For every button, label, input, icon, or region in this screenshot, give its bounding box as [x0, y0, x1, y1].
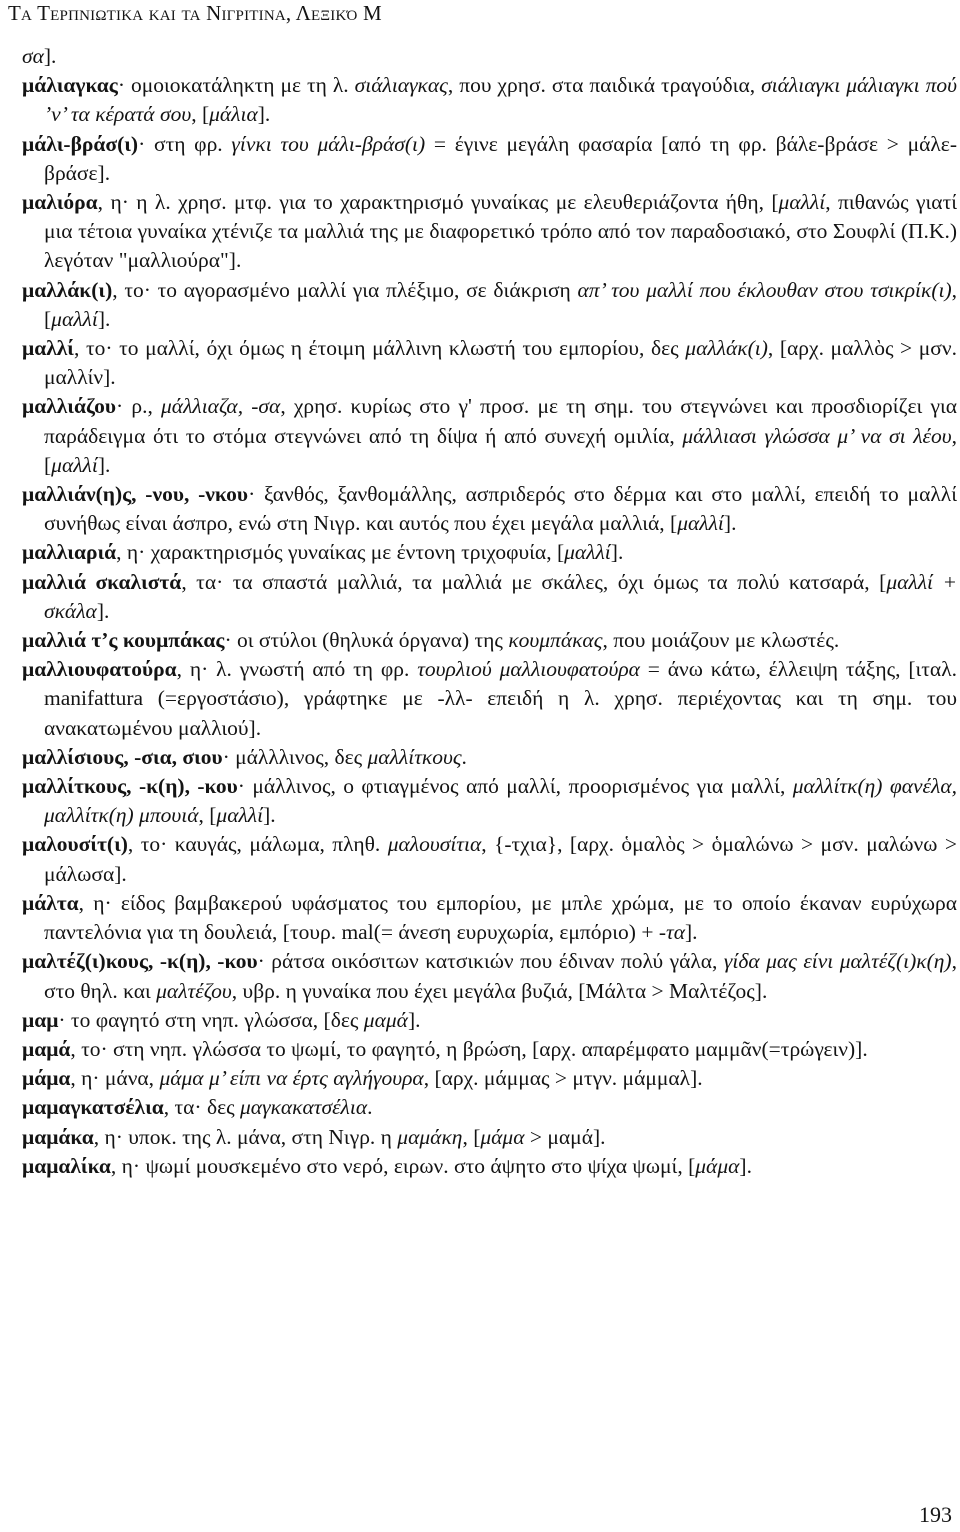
- entry-text: , που χρησ. στα παιδικά τραγούδια,: [447, 73, 762, 98]
- dictionary-entry: [22, 334, 957, 392]
- entry-text: , το· το μαλλί, όχι όμως η έτοιμη μάλλινη κλωστή του εμπορίου, δες: [73, 336, 686, 361]
- italic-text: μαλλί: [564, 540, 611, 565]
- entry-text: ].: [407, 1007, 421, 1032]
- italic-text: μαλλί: [216, 803, 264, 828]
- headword: μαμά: [22, 1036, 71, 1061]
- italic-text: σιάλιαγκας: [354, 73, 448, 98]
- entries-column: [22, 42, 957, 1181]
- entry-text: , [: [462, 1124, 481, 1149]
- entry-text: , στο θηλ. και: [44, 949, 957, 1003]
- headword: μαλλί: [22, 336, 74, 361]
- headword: μαλτέζ(ι)κους, -κ(η), -κου: [22, 949, 258, 974]
- italic-text: μαλλί + σκάλα: [44, 569, 957, 623]
- entry-text: · ράτσα οικόσιτων κατσικιών που έδιναν πολύ γάλα,: [257, 949, 724, 974]
- dictionary-entry: [22, 889, 957, 947]
- entry-text: ].: [263, 803, 276, 828]
- dictionary-entry: [22, 1123, 957, 1152]
- entry-text: · ομοιοκατάληκτη με τη λ.: [117, 73, 355, 98]
- dictionary-entry: [22, 130, 957, 188]
- italic-text: μαλλάκ(ι): [685, 336, 768, 361]
- entry-text: · ξανθός, ξανθομάλλης, ασπριδερός στο δέρμα και στο μαλλί, επειδή το μαλλί συνήθως είναι άσπρο, ενώ στη Νιγρ. και αυτός που έχει μεγάλα μαλλιά, [: [44, 482, 957, 536]
- entry-text: · μάλλλινος, δες: [222, 744, 368, 769]
- dictionary-entry: [22, 1035, 957, 1064]
- italic-text: σιάλιαγκι μάλιαγκι πού ’ν’ τα κέρατά σου: [44, 73, 957, 127]
- dictionary-entry: [22, 1093, 957, 1122]
- dictionary-entry: [22, 71, 957, 129]
- italic-text: κουμπάκας: [508, 628, 603, 653]
- entry-text: , {-τχια}, [αρχ. ὁμαλὸς > ὁμαλώνω > μσν. μαλώνω > μάλωσα].: [44, 832, 957, 886]
- italic-text: μάμα μ’ είπι να έρτς αγλήγουρα: [159, 1066, 424, 1091]
- entry-text: , [: [191, 102, 210, 127]
- headword: μαλλίσιους, -σια, σιου: [22, 744, 223, 769]
- headword: μαμαλίκα: [22, 1153, 111, 1178]
- headword: μάλι-βράσ(ι): [22, 131, 139, 156]
- italic-text: μαλουσίτια: [387, 832, 482, 857]
- entry-text: · το φαγητό στη νηπ. γλώσσα, [δες: [58, 1007, 364, 1032]
- italic-text: σα: [22, 44, 44, 68]
- entry-text: ].: [96, 598, 110, 623]
- entry-text: ].: [43, 44, 57, 68]
- entry-text: , χρησ. κυρίως στο γ' προσ. με τη σημ. του στεγνώνει και προσδιορίζει για παράδειγμα ότι το στόμα στεγνώνει από τη δίψα ή από συνεχή ομιλία,: [44, 394, 957, 448]
- entry-text: , το· το αγορασμένο μαλλί για πλέξιμο, σε διάκριση: [112, 277, 578, 302]
- dictionary-entry: [22, 392, 957, 480]
- entry-text: , [αρχ. μαλλὸς > μσν. μαλλίν].: [44, 336, 957, 390]
- entry-text: , πιθανώς γιατί μια τέτοια γυναίκα χτένιζε τα μαλλιά της με διαφορετικό τρόπο από τον παραδοσιακό, στο Σουφλί (Π.Κ.) λεγόταν "μαλλιούρα"].: [44, 190, 957, 273]
- italic-text: μαλλίτκους: [367, 744, 462, 769]
- entry-text: ].: [684, 920, 698, 945]
- entry-text: ].: [723, 511, 737, 536]
- entry-text: , η· λ. γνωστή από τη φρ.: [176, 657, 418, 682]
- entry-text: , [: [198, 803, 217, 828]
- italic-text: μαλλίτκ(η) φανέλα, μαλλίτκ(η) μπουιά: [44, 774, 957, 828]
- entry-text: , η· ψωμί μουσκεμένο στο νερό, ειρων. στο άψητο στο ψίχα ψωμί, [: [110, 1153, 696, 1178]
- entry-text: , η· είδος βαμβακερού υφάσματος του εμπορίου, με μπλε χρώμα, με το οποίο έκαναν ευρύχωρα παντελόνια για τη δουλειά, [τουρ. mal(= άνεση ευρυχωρία, εμπόριο) + -: [44, 890, 957, 945]
- dictionary-entry: [22, 947, 957, 1005]
- italic-text: μαγκακατσέλια: [240, 1095, 368, 1120]
- entry-text: > μαμά].: [524, 1124, 606, 1149]
- dictionary-entry: [22, 568, 957, 626]
- italic-text: μάλλιαζα, -σα: [161, 394, 281, 419]
- headword: μαλλιά τ’ς κουμπάκας: [22, 628, 225, 653]
- dictionary-entry: [22, 188, 957, 276]
- entry-text: , που μοιάζουν με κλωστές.: [602, 628, 840, 653]
- entry-text: , [αρχ. μάμμας > μτγν. μάμμαλ].: [423, 1066, 703, 1091]
- running-title: Τα Τερπνιωτικα και τα Νιγριτινα, Λεξικό Μ: [8, 1, 382, 25]
- entry-text: , το· στη νηπ. γλώσσα το ψωμί, το φαγητό, η βρώση, [αρχ. απαρέμφατο μαμμᾶν(=τρώγειν)].: [70, 1036, 868, 1061]
- entry-text: .: [461, 744, 467, 769]
- entry-text: · οι στύλοι (θηλυκά όργανα) της: [224, 628, 509, 653]
- headword: μαλουσίτ(ι): [22, 832, 128, 857]
- italic-text: μαλλί: [778, 190, 826, 215]
- dictionary-entry: [22, 830, 957, 888]
- entry-text: ].: [739, 1153, 752, 1178]
- entry-text: , η· μάνα,: [70, 1066, 160, 1091]
- italic-text: μαλτέζου: [156, 978, 232, 1003]
- headword: μαλιόρα: [22, 190, 98, 215]
- italic-text: μαμάκη: [397, 1124, 463, 1149]
- headword: μαμ: [22, 1007, 59, 1032]
- entry-text: , η· υποκ. της λ. μάνα, στη Νιγρ. η: [93, 1124, 398, 1149]
- entry-text: ].: [97, 306, 111, 331]
- headword: μάλτα: [22, 890, 79, 915]
- entry-text: , η· χαρακτηρισμός γυναίκας με έντονη τριχοφυία, [: [116, 540, 565, 565]
- italic-text: μάμα: [695, 1153, 740, 1178]
- italic-text: μαλλί: [51, 306, 98, 331]
- headword: μάλιαγκας: [22, 73, 118, 98]
- entry-text: , η· η λ. χρησ. μτφ. για το χαρακτηρισμό γυναίκας με ελευθεριάζοντα ήθη, [: [97, 190, 779, 215]
- entry-text: · μάλλινος, ο φτιαγμένος από μαλλί, προορισμένος για μαλλί,: [237, 774, 793, 799]
- dictionary-entry: [22, 1152, 957, 1181]
- italic-text: μάλλιασι γλώσσα μ’ να σι λέου: [682, 423, 952, 448]
- italic-text: γίδα μας είνι μαλτέζ(ι)κ(η): [723, 949, 952, 974]
- italic-text: απ’ του μαλλί που έκλουθαν στου τσικρίκ(ι): [577, 277, 952, 302]
- entry-text: , τα· τα σπαστά μαλλιά, τα μαλλιά με σκάλες, όχι όμως τα πολύ κατσαρά, [: [181, 569, 887, 594]
- headword: μαλλάκ(ι): [22, 277, 113, 302]
- italic-text: μαμά: [363, 1007, 408, 1032]
- entry-text: , υβρ. η γυναίκα που έχει μεγάλα βυζιά, [Μάλτα > Μαλτέζος].: [231, 978, 768, 1003]
- entry-text: , τα· δες: [163, 1095, 241, 1120]
- headword: μαλλιάν(η)ς, -νου, -νκου: [22, 482, 249, 507]
- dictionary-entry: [22, 772, 957, 830]
- page-number: 193: [919, 1502, 952, 1527]
- headword: μαλλιαριά: [22, 540, 117, 565]
- dictionary-entry: [22, 538, 957, 567]
- headword: μαλλιουφατούρα: [22, 657, 177, 682]
- headword: μαλλιάζου: [22, 394, 117, 419]
- entry-text: = έγινε μεγάλη φασαρία [από τη φρ. βάλε-βράσε > μάλε-βράσε].: [44, 131, 957, 185]
- entry-text: · στη φρ.: [138, 131, 232, 156]
- italic-text: μαλλί: [677, 511, 724, 536]
- dictionary-entry: [22, 42, 957, 71]
- italic-text: μάλια: [209, 102, 258, 127]
- italic-text: γίνκι του μάλι-βράσ(ι): [231, 131, 426, 156]
- headword: μάμα: [22, 1066, 71, 1091]
- entry-text: .: [367, 1095, 373, 1120]
- italic-text: τα: [666, 920, 685, 945]
- dictionary-entry: [22, 1064, 957, 1093]
- dictionary-entry: [22, 655, 957, 743]
- italic-text: μάμα: [480, 1124, 525, 1149]
- dictionary-entry: [22, 480, 957, 538]
- entry-text: ].: [257, 102, 271, 127]
- dictionary-entry: [22, 743, 957, 772]
- dictionary-entry: [22, 1006, 957, 1035]
- entry-text: = άνω κάτω, έλλειψη τάξης, [ιταλ. manifattura (=εργοστάσιο), γράφτηκε με -λλ- επειδή η λ. χρησ. περιέχοντας και τη σημ. του ανακατωμένου μαλλιού].: [44, 657, 957, 740]
- italic-text: τουρλιού μαλλιουφατούρα: [417, 657, 640, 682]
- headword: μαμάκα: [22, 1124, 94, 1149]
- headword: μαλλίτκους, -κ(η), -κου: [22, 774, 238, 799]
- entry-text: ].: [610, 540, 624, 565]
- entry-text: , [: [44, 423, 957, 477]
- entry-text: , το· καυγάς, μάλωμα, πληθ.: [127, 832, 388, 857]
- dictionary-entry: [22, 626, 957, 655]
- headword: μαμαγκατσέλια: [22, 1095, 164, 1120]
- italic-text: μαλλί: [51, 452, 98, 477]
- entry-text: · ρ.,: [116, 394, 161, 419]
- headword: μαλλιά σκαλιστά: [22, 569, 182, 594]
- dictionary-entry: [22, 276, 957, 334]
- entry-text: ].: [97, 452, 111, 477]
- entry-text: , [: [44, 277, 957, 331]
